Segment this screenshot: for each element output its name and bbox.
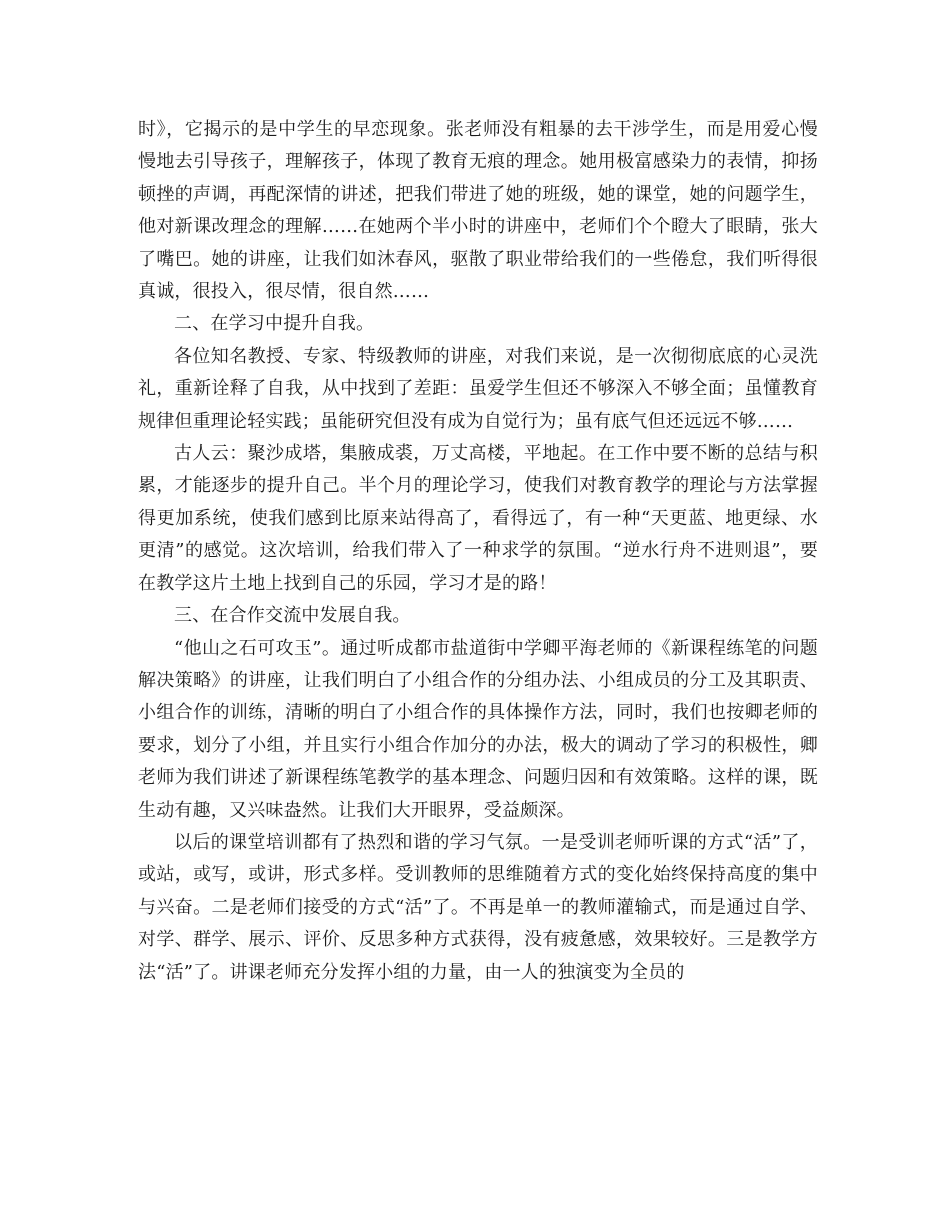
- section-heading-three: 三、在合作交流中发展自我。: [174, 605, 411, 627]
- document-body: [138, 114, 818, 989]
- section-heading-two: 二、在学习中提升自我。: [174, 313, 375, 335]
- paragraph-lectures-reflection: 各位知名教授、专家、特级教师的讲座，对我们来说，是一次彻彻底底的心灵洗礼，重新诠释了自我，从中找到了差距：虽爱学生但还不够深入不够全面；虽懂教育规律但重理论轻实践；虽能研究但没有成为自觉行为；虽有底气但还远远不够……: [138, 345, 818, 432]
- paragraph-continued: 时》，它揭示的是中学生的早恋现象。张老师没有粗暴的去干涉学生，而是用爱心慢慢地去引导孩子，理解孩子，体现了教育无痕的理念。她用极富感染力的表情，抑扬顿挫的声调，再配深情的讲述，把我们带进了她的班级，她的课堂，她的问题学生，他对新课改理念的理解……在她两个半小时的讲座中，老师们个个瞪大了眼睛，张大了嘴巴。她的讲座，让我们如沐春风，驱散了职业带给我们的一些倦怠，我们听得很真诚，很投入，很尽情，很自然……: [138, 119, 818, 303]
- paragraph-cooperation-lecture: “他山之石可攻玉”。通过听成都市盐道街中学卿平海老师的《新课程练笔的问题解决策略》的讲座，让我们明白了小组合作的分组办法、小组成员的分工及其职责、小组合作的训练，清晰的明白了小组合作的具体操作方法，同时，我们也按卿老师的要求，划分了小组，并且实行小组合作加分的办法，极大的调动了学习的积极性，卿老师为我们讲述了新课程练笔教学的基本理念、问题归因和有效策略。这样的课，既生动有趣，又兴味盎然。让我们大开眼界，受益颇深。: [138, 637, 818, 821]
- paragraph-ancient-saying: 古人云：聚沙成塔，集腋成裘，万丈高楼，平地起。在工作中要不断的总结与积累，才能逐步的提升自己。半个月的理论学习，使我们对教育教学的理论与方法掌握得更加系统，使我们感到比原来站得高了，看得远了，有一种“天更蓝、地更绿、水更清”的感觉。这次培训，给我们带入了一种求学的氛围。“逆水行舟不进则退”，要在教学这片土地上找到自己的乐园，学习才是的路！: [138, 443, 818, 594]
- paragraph-classroom-atmosphere: 以后的课堂培训都有了热烈和谐的学习气氛。一是受训老师听课的方式“活”了，或站，或写，或讲，形式多样。受训教师的思维随着方式的变化始终保持高度的集中与兴奋。二是老师们接受的方式“活”了。不再是单一的教师灌输式，而是通过自学、对学、群学、展示、评价、反思多种方式获得，没有疲惫感，效果较好。三是教学方法“活”了。讲课老师充分发挥小组的力量，由一人的独演变为全员的: [138, 831, 818, 983]
